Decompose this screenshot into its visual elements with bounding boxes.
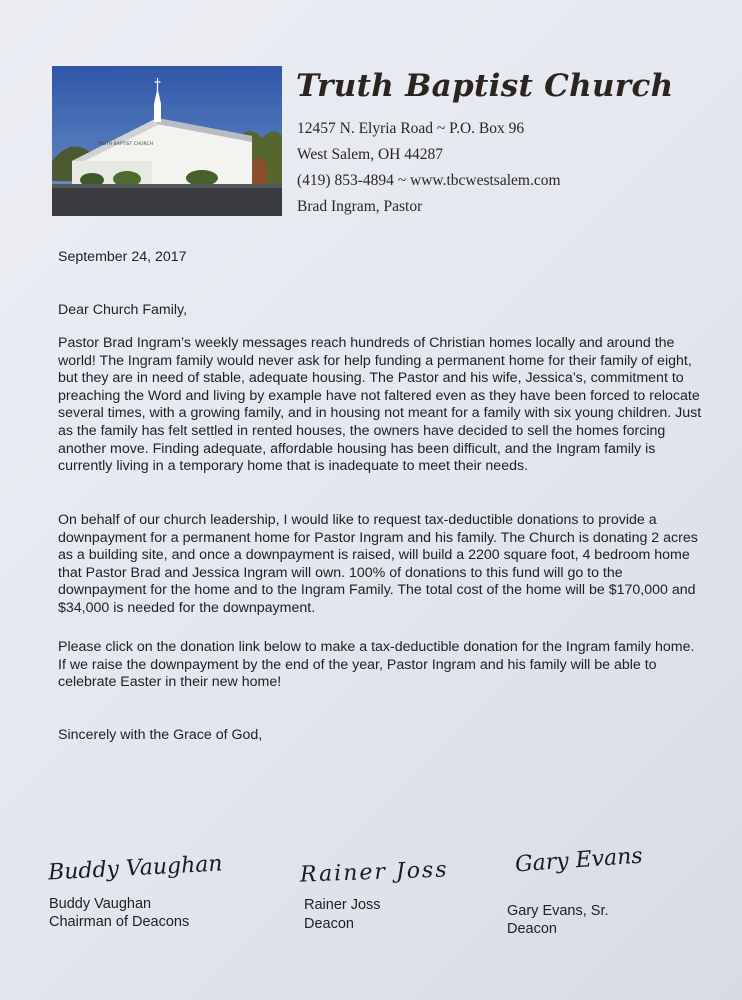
closing: Sincerely with the Grace of God,: [58, 727, 263, 743]
signature-buddy-vaughan: Buddy Vaughan: [47, 851, 224, 886]
paragraph-3: Please click on the donation link below to make a tax-deductible donation for the Ingram family home. If we raise the downpayment by the end of the year, Pastor Ingram and his family will be able to celebrate Easter in their new home!: [58, 639, 695, 691]
contact-line: (419) 853-4894 ~ www.tbcwestsalem.com: [297, 172, 561, 189]
paragraph-1: Pastor Brad Ingram’s weekly messages reach hundreds of Christian homes locally and around the world! The Ingram family would never ask for help funding a permanent home for their family of eight, but they are in need of stable, adequate housing. The Pastor and his wife, Jessica’s, commitment to preaching the Word and living by example have not faltered even as they have been forced to relocate several times, with a growing family, and in housing not meant for a family with six young children. Just as the family has felt settled in rented houses, the owners have decided to sell the homes forcing another move. Finding adequate, affordable housing has been difficult, and the Ingram family is currently living in a temporary home that is inadequate to meet their needs.: [58, 335, 702, 475]
church-photo: [52, 66, 282, 216]
photo-sign-text: TRUTH BAPTIST CHURCH: [97, 142, 153, 147]
letter-date: September 24, 2017: [58, 249, 187, 265]
paragraph-2: On behalf of our church leadership, I would like to request tax-deductible donations to provide a downpayment for a permanent home for Pastor Ingram and his family. The Church is donating 2 acres as a building site, and once a downpayment is raised, will build a 2200 square foot, 4 bedroom home that Pastor Brad and Jessica Ingram will own. 100% of donations to this fund will go to the downpayment for the home and to the Ingram Family. The total cost of the home will be $170,000 and $34,000 is needed for the downpayment.: [58, 512, 698, 616]
signatory-name: Gary Evans, Sr.: [507, 903, 609, 919]
signatory-name: Rainer Joss: [304, 897, 381, 913]
signatory-title: Deacon: [304, 916, 354, 932]
signatory-title: Deacon: [507, 921, 557, 937]
pastor-line: Brad Ingram, Pastor: [297, 198, 423, 215]
signatory-name: Buddy Vaughan: [49, 896, 152, 912]
signature-rainer-joss: Rainer Joss: [299, 857, 449, 888]
address-line-1: 12457 N. Elyria Road ~ P.O. Box 96: [297, 120, 525, 137]
salutation: Dear Church Family,: [58, 302, 188, 318]
church-name: Truth Baptist Church: [296, 68, 674, 104]
signatory-title: Chairman of Deacons: [49, 914, 190, 930]
signature-gary-evans: Gary Evans: [514, 843, 644, 878]
address-line-2: West Salem, OH 44287: [297, 146, 443, 163]
